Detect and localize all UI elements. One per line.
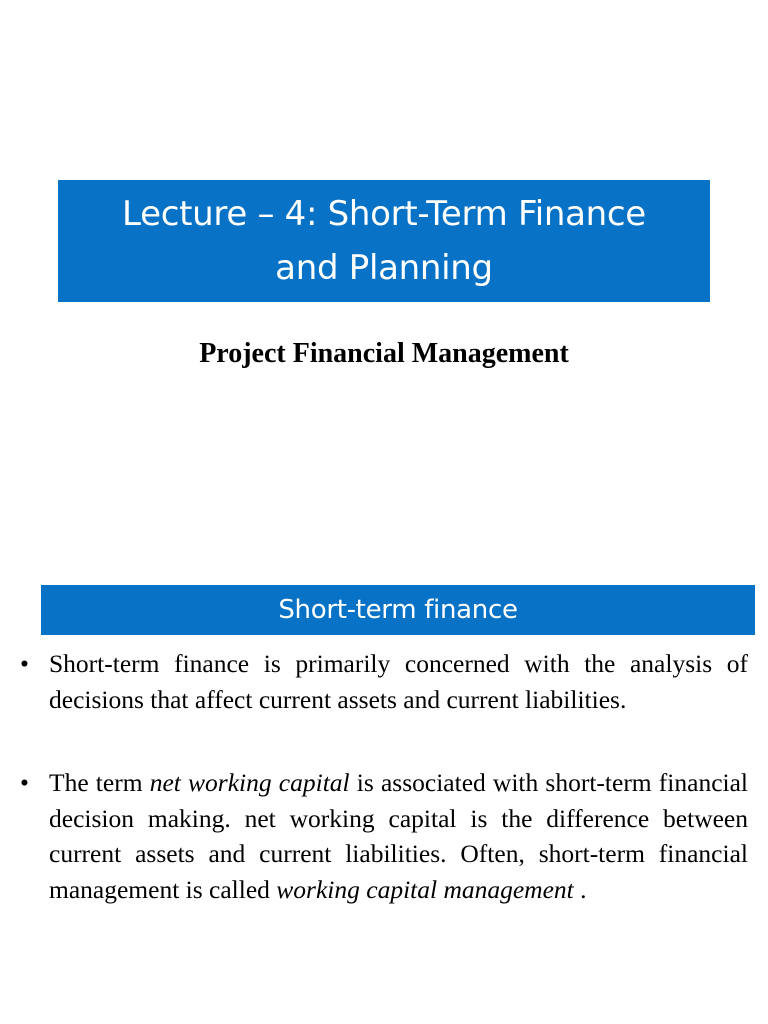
bullet-item-net-working-capital (20, 765, 748, 907)
bullet-marker: • (20, 768, 29, 797)
section-heading: Short-term finance (278, 595, 518, 625)
bullet-text-part-3: . (573, 874, 587, 904)
lecture-title (122, 187, 646, 295)
course-subtitle: Project Financial Management (199, 338, 569, 369)
bullet-text: Short-term finance is primarily concerned with the analysis of decisions that affect current assets and current liabilities. (49, 649, 748, 714)
section-heading-bar (41, 585, 755, 635)
bullet-list (20, 646, 748, 907)
bullet-text-part-1: The term (49, 768, 150, 797)
bullet-item-short-term-finance (20, 646, 748, 717)
bullet-marker: • (20, 649, 29, 678)
term-working-capital-management: working capital management (276, 874, 574, 904)
bullet-text (49, 765, 748, 907)
bullet-text-part-2: is associated with short-term financial decision making. net working capital is the difference between current assets and current liabilities. Often, short-term financial management is called (49, 768, 749, 904)
lecture-title-line-2: and Planning (275, 248, 493, 288)
lecture-title-banner (58, 180, 710, 302)
lecture-title-line-1: Lecture – 4: Short-Term Finance (122, 194, 646, 234)
term-net-working-capital: net working capital (149, 768, 350, 797)
